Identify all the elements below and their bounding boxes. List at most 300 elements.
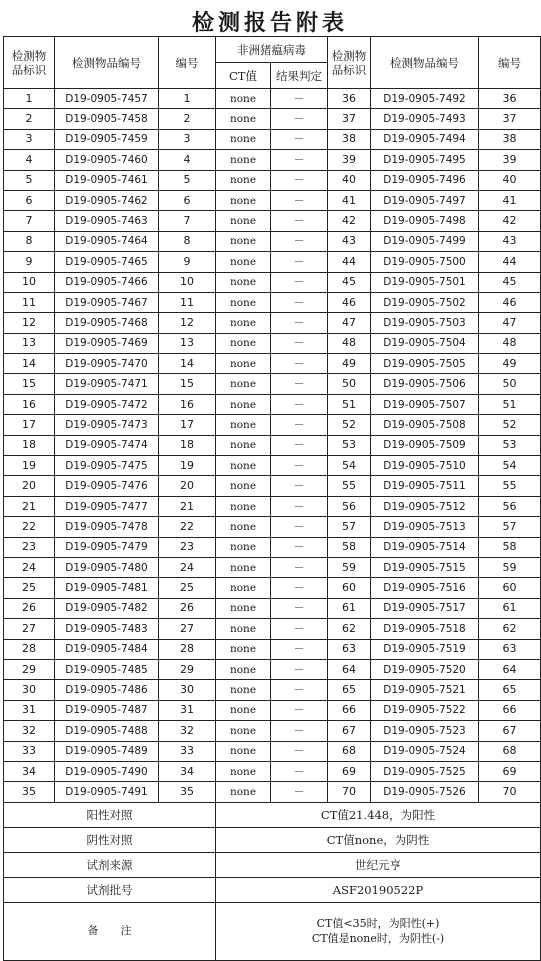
reagent-source-row (4, 852, 541, 877)
result-cell: － (271, 109, 328, 129)
number-cell: 23 (159, 537, 216, 557)
ct-value-cell: none (216, 313, 271, 333)
ct-value-cell: none (216, 639, 271, 659)
right-sample-id-cell: 65 (328, 680, 371, 700)
right-sample-id-cell: 51 (328, 394, 371, 414)
table-row (4, 659, 541, 679)
ct-value-cell: none (216, 700, 271, 720)
sample-code-cell: D19-0905-7476 (55, 476, 159, 496)
right-sample-id-cell: 36 (328, 89, 371, 109)
right-number-cell: 64 (479, 659, 541, 679)
reagent-batch-label: 试剂批号 (4, 877, 216, 902)
right-sample-code-cell: D19-0905-7492 (371, 89, 479, 109)
right-number-cell: 38 (479, 129, 541, 149)
sample-code-cell: D19-0905-7482 (55, 598, 159, 618)
right-sample-code-cell: D19-0905-7520 (371, 659, 479, 679)
sample-id-cell: 16 (4, 394, 55, 414)
right-number-cell: 53 (479, 435, 541, 455)
table-row (4, 292, 541, 312)
table-row (4, 435, 541, 455)
sample-code-cell: D19-0905-7480 (55, 557, 159, 577)
remarks-label: 备 注 (4, 902, 216, 960)
remarks-line-2: CT值是none时，为阴性(-) (311, 932, 445, 946)
result-cell: － (271, 782, 328, 802)
number-cell: 3 (159, 129, 216, 149)
number-cell: 15 (159, 374, 216, 394)
right-sample-code-cell: D19-0905-7523 (371, 721, 479, 741)
sample-id-cell: 4 (4, 150, 55, 170)
result-cell: － (271, 619, 328, 639)
number-cell: 17 (159, 415, 216, 435)
number-cell: 28 (159, 639, 216, 659)
right-sample-code-cell: D19-0905-7508 (371, 415, 479, 435)
sample-code-cell: D19-0905-7485 (55, 659, 159, 679)
negative-control-label: 阴性对照 (4, 827, 216, 852)
sample-id-cell: 35 (4, 782, 55, 802)
result-cell: － (271, 517, 328, 537)
ct-value-cell: none (216, 517, 271, 537)
ct-value-cell: none (216, 252, 271, 272)
right-number-cell: 70 (479, 782, 541, 802)
table-row (4, 700, 541, 720)
result-cell: － (271, 374, 328, 394)
table-row (4, 231, 541, 251)
ct-value-cell: none (216, 456, 271, 476)
right-sample-id-cell: 50 (328, 374, 371, 394)
sample-code-cell: D19-0905-7468 (55, 313, 159, 333)
right-number-cell: 69 (479, 761, 541, 781)
right-number-cell: 46 (479, 292, 541, 312)
number-cell: 21 (159, 496, 216, 516)
right-sample-id-cell: 53 (328, 435, 371, 455)
right-sample-id-cell: 42 (328, 211, 371, 231)
number-cell: 24 (159, 557, 216, 577)
right-number-cell: 52 (479, 415, 541, 435)
ct-value-cell: none (216, 435, 271, 455)
right-sample-code-cell: D19-0905-7516 (371, 578, 479, 598)
result-cell: － (271, 659, 328, 679)
ct-value-cell: none (216, 211, 271, 231)
result-cell: － (271, 415, 328, 435)
table-row (4, 639, 541, 659)
table-row (4, 190, 541, 210)
number-cell: 26 (159, 598, 216, 618)
number-cell: 32 (159, 721, 216, 741)
ct-value-cell: none (216, 680, 271, 700)
sample-id-cell: 12 (4, 313, 55, 333)
ct-value-cell: none (216, 598, 271, 618)
right-number-cell: 43 (479, 231, 541, 251)
number-cell: 20 (159, 476, 216, 496)
number-cell: 29 (159, 659, 216, 679)
ct-value-cell: none (216, 496, 271, 516)
ct-value-cell: none (216, 109, 271, 129)
right-number-cell: 40 (479, 170, 541, 190)
sample-id-cell: 28 (4, 639, 55, 659)
sample-id-cell: 34 (4, 761, 55, 781)
right-sample-code-cell: D19-0905-7510 (371, 456, 479, 476)
right-sample-code-cell: D19-0905-7500 (371, 252, 479, 272)
sample-code-cell: D19-0905-7481 (55, 578, 159, 598)
right-sample-code-cell: D19-0905-7526 (371, 782, 479, 802)
ct-value-cell: none (216, 333, 271, 353)
result-cell: － (271, 598, 328, 618)
header-right-number: 编号 (479, 37, 541, 89)
table-row (4, 680, 541, 700)
number-cell: 22 (159, 517, 216, 537)
result-cell: － (271, 190, 328, 210)
header-sample-code: 检测物品编号 (55, 37, 159, 89)
table-row (4, 354, 541, 374)
table-row (4, 89, 541, 109)
ct-value-cell: none (216, 394, 271, 414)
page-title: 检测报告附表 (191, 10, 348, 36)
right-sample-id-cell: 55 (328, 476, 371, 496)
right-sample-code-cell: D19-0905-7498 (371, 211, 479, 231)
table-row (4, 150, 541, 170)
sample-code-cell: D19-0905-7457 (55, 89, 159, 109)
number-cell: 11 (159, 292, 216, 312)
sample-id-cell: 2 (4, 109, 55, 129)
header-right-sample-code: 检测物品编号 (371, 37, 479, 89)
ct-value-cell: none (216, 150, 271, 170)
sample-code-cell: D19-0905-7479 (55, 537, 159, 557)
right-sample-id-cell: 39 (328, 150, 371, 170)
sample-id-cell: 19 (4, 456, 55, 476)
right-sample-code-cell: D19-0905-7506 (371, 374, 479, 394)
sample-code-cell: D19-0905-7463 (55, 211, 159, 231)
right-sample-code-cell: D19-0905-7494 (371, 129, 479, 149)
right-sample-code-cell: D19-0905-7525 (371, 761, 479, 781)
header-asf: 非洲猪瘟病毒 (216, 37, 328, 63)
right-sample-id-cell: 48 (328, 333, 371, 353)
right-sample-code-cell: D19-0905-7515 (371, 557, 479, 577)
table-row (4, 537, 541, 557)
result-cell: － (271, 272, 328, 292)
sample-id-cell: 8 (4, 231, 55, 251)
sample-id-cell: 29 (4, 659, 55, 679)
table-row (4, 129, 541, 149)
number-cell: 18 (159, 435, 216, 455)
right-number-cell: 42 (479, 211, 541, 231)
right-sample-code-cell: D19-0905-7517 (371, 598, 479, 618)
number-cell: 6 (159, 190, 216, 210)
sample-code-cell: D19-0905-7484 (55, 639, 159, 659)
right-sample-id-cell: 49 (328, 354, 371, 374)
number-cell: 19 (159, 456, 216, 476)
right-sample-id-cell: 59 (328, 557, 371, 577)
sample-code-cell: D19-0905-7491 (55, 782, 159, 802)
right-number-cell: 62 (479, 619, 541, 639)
ct-value-cell: none (216, 782, 271, 802)
table-row (4, 333, 541, 353)
result-cell: － (271, 435, 328, 455)
ct-value-cell: none (216, 374, 271, 394)
right-number-cell: 66 (479, 700, 541, 720)
right-sample-id-cell: 61 (328, 598, 371, 618)
right-number-cell: 37 (479, 109, 541, 129)
ct-value-cell: none (216, 354, 271, 374)
right-sample-id-cell: 37 (328, 109, 371, 129)
result-cell: － (271, 313, 328, 333)
sample-id-cell: 27 (4, 619, 55, 639)
reagent-source-value: 世纪元亨 (216, 852, 541, 877)
right-sample-id-cell: 44 (328, 252, 371, 272)
right-sample-id-cell: 46 (328, 292, 371, 312)
result-cell: － (271, 476, 328, 496)
right-sample-id-cell: 43 (328, 231, 371, 251)
table-row (4, 476, 541, 496)
table-row (4, 721, 541, 741)
number-cell: 16 (159, 394, 216, 414)
right-sample-id-cell: 64 (328, 659, 371, 679)
right-sample-code-cell: D19-0905-7493 (371, 109, 479, 129)
right-sample-code-cell: D19-0905-7502 (371, 292, 479, 312)
sample-id-cell: 20 (4, 476, 55, 496)
sample-code-cell: D19-0905-7473 (55, 415, 159, 435)
table-row (4, 517, 541, 537)
right-sample-code-cell: D19-0905-7519 (371, 639, 479, 659)
sample-code-cell: D19-0905-7459 (55, 129, 159, 149)
right-sample-code-cell: D19-0905-7524 (371, 741, 479, 761)
number-cell: 10 (159, 272, 216, 292)
result-cell: － (271, 741, 328, 761)
sample-id-cell: 24 (4, 557, 55, 577)
ct-value-cell: none (216, 190, 271, 210)
result-cell: － (271, 456, 328, 476)
right-number-cell: 41 (479, 190, 541, 210)
right-sample-code-cell: D19-0905-7505 (371, 354, 479, 374)
ct-value-cell: none (216, 537, 271, 557)
sample-id-cell: 26 (4, 598, 55, 618)
number-cell: 14 (159, 354, 216, 374)
number-cell: 25 (159, 578, 216, 598)
sample-id-cell: 10 (4, 272, 55, 292)
number-cell: 13 (159, 333, 216, 353)
right-number-cell: 57 (479, 517, 541, 537)
negative-control-row (4, 827, 541, 852)
right-sample-id-cell: 40 (328, 170, 371, 190)
sample-id-cell: 30 (4, 680, 55, 700)
right-sample-id-cell: 52 (328, 415, 371, 435)
sample-id-cell: 32 (4, 721, 55, 741)
number-cell: 4 (159, 150, 216, 170)
ct-value-cell: none (216, 578, 271, 598)
ct-value-cell: none (216, 721, 271, 741)
result-cell: － (271, 496, 328, 516)
right-sample-id-cell: 56 (328, 496, 371, 516)
sample-code-cell: D19-0905-7475 (55, 456, 159, 476)
remarks-row (4, 902, 541, 960)
result-cell: － (271, 680, 328, 700)
ct-value-cell: none (216, 741, 271, 761)
result-cell: － (271, 170, 328, 190)
right-sample-code-cell: D19-0905-7511 (371, 476, 479, 496)
sample-code-cell: D19-0905-7487 (55, 700, 159, 720)
sample-id-cell: 3 (4, 129, 55, 149)
right-sample-id-cell: 54 (328, 456, 371, 476)
table-row (4, 598, 541, 618)
right-sample-id-cell: 58 (328, 537, 371, 557)
sample-code-cell: D19-0905-7465 (55, 252, 159, 272)
header-ct: CT值 (216, 63, 271, 89)
right-sample-id-cell: 67 (328, 721, 371, 741)
sample-id-cell: 9 (4, 252, 55, 272)
result-cell: － (271, 89, 328, 109)
table-row (4, 741, 541, 761)
number-cell: 9 (159, 252, 216, 272)
sample-code-cell: D19-0905-7472 (55, 394, 159, 414)
right-number-cell: 60 (479, 578, 541, 598)
result-cell: － (271, 639, 328, 659)
sample-id-cell: 1 (4, 89, 55, 109)
remarks-line-1: CT值<35时，为阳性(+) (316, 917, 440, 931)
result-cell: － (271, 557, 328, 577)
sample-code-cell: D19-0905-7489 (55, 741, 159, 761)
result-cell: － (271, 537, 328, 557)
number-cell: 31 (159, 700, 216, 720)
right-sample-code-cell: D19-0905-7503 (371, 313, 479, 333)
right-sample-code-cell: D19-0905-7521 (371, 680, 479, 700)
right-number-cell: 51 (479, 394, 541, 414)
number-cell: 27 (159, 619, 216, 639)
sample-id-cell: 7 (4, 211, 55, 231)
sample-id-cell: 22 (4, 517, 55, 537)
sample-code-cell: D19-0905-7466 (55, 272, 159, 292)
number-cell: 30 (159, 680, 216, 700)
right-sample-id-cell: 62 (328, 619, 371, 639)
table-row (4, 782, 541, 802)
right-number-cell: 49 (479, 354, 541, 374)
result-cell: － (271, 150, 328, 170)
sample-id-cell: 25 (4, 578, 55, 598)
number-cell: 8 (159, 231, 216, 251)
sample-code-cell: D19-0905-7464 (55, 231, 159, 251)
remarks-value (216, 902, 541, 960)
right-number-cell: 54 (479, 456, 541, 476)
sample-code-cell: D19-0905-7488 (55, 721, 159, 741)
right-sample-code-cell: D19-0905-7507 (371, 394, 479, 414)
sample-id-cell: 15 (4, 374, 55, 394)
ct-value-cell: none (216, 89, 271, 109)
table-row (4, 761, 541, 781)
number-cell: 5 (159, 170, 216, 190)
table-row (4, 496, 541, 516)
right-sample-code-cell: D19-0905-7496 (371, 170, 479, 190)
sample-code-cell: D19-0905-7477 (55, 496, 159, 516)
right-number-cell: 63 (479, 639, 541, 659)
positive-control-label: 阳性对照 (4, 802, 216, 827)
number-cell: 1 (159, 89, 216, 109)
sample-code-cell: D19-0905-7461 (55, 170, 159, 190)
table-row (4, 211, 541, 231)
ct-value-cell: none (216, 619, 271, 639)
table-row (4, 272, 541, 292)
right-sample-code-cell: D19-0905-7499 (371, 231, 479, 251)
ct-value-cell: none (216, 129, 271, 149)
right-sample-id-cell: 57 (328, 517, 371, 537)
reagent-batch-row (4, 877, 541, 902)
table-row (4, 456, 541, 476)
sample-id-cell: 23 (4, 537, 55, 557)
sample-code-cell: D19-0905-7460 (55, 150, 159, 170)
right-number-cell: 44 (479, 252, 541, 272)
right-sample-id-cell: 70 (328, 782, 371, 802)
right-number-cell: 50 (479, 374, 541, 394)
right-sample-id-cell: 69 (328, 761, 371, 781)
result-cell: － (271, 578, 328, 598)
table-row (4, 619, 541, 639)
right-sample-code-cell: D19-0905-7518 (371, 619, 479, 639)
sample-code-cell: D19-0905-7490 (55, 761, 159, 781)
right-sample-code-cell: D19-0905-7501 (371, 272, 479, 292)
sample-id-cell: 18 (4, 435, 55, 455)
sample-id-cell: 17 (4, 415, 55, 435)
table-row (4, 313, 541, 333)
right-sample-code-cell: D19-0905-7495 (371, 150, 479, 170)
sample-id-cell: 33 (4, 741, 55, 761)
reagent-source-label: 试剂来源 (4, 852, 216, 877)
ct-value-cell: none (216, 231, 271, 251)
result-cell: － (271, 231, 328, 251)
result-cell: － (271, 333, 328, 353)
sample-code-cell: D19-0905-7469 (55, 333, 159, 353)
table-row (4, 394, 541, 414)
report-table (3, 36, 541, 961)
sample-id-cell: 14 (4, 354, 55, 374)
sample-id-cell: 31 (4, 700, 55, 720)
right-number-cell: 47 (479, 313, 541, 333)
result-cell: － (271, 129, 328, 149)
ct-value-cell: none (216, 761, 271, 781)
right-sample-id-cell: 60 (328, 578, 371, 598)
result-cell: － (271, 252, 328, 272)
ct-value-cell: none (216, 557, 271, 577)
ct-value-cell: none (216, 170, 271, 190)
table-row (4, 415, 541, 435)
sample-code-cell: D19-0905-7471 (55, 374, 159, 394)
right-sample-id-cell: 41 (328, 190, 371, 210)
right-number-cell: 48 (479, 333, 541, 353)
right-sample-code-cell: D19-0905-7509 (371, 435, 479, 455)
right-sample-id-cell: 38 (328, 129, 371, 149)
right-number-cell: 36 (479, 89, 541, 109)
positive-control-value: CT值21.448，为阳性 (216, 802, 541, 827)
table-row (4, 109, 541, 129)
sample-code-cell: D19-0905-7462 (55, 190, 159, 210)
right-number-cell: 65 (479, 680, 541, 700)
sample-id-cell: 21 (4, 496, 55, 516)
table-row (4, 578, 541, 598)
number-cell: 33 (159, 741, 216, 761)
reagent-batch-value: ASF20190522P (216, 877, 541, 902)
header-result: 结果判定 (271, 63, 328, 89)
right-number-cell: 58 (479, 537, 541, 557)
right-number-cell: 45 (479, 272, 541, 292)
table-row (4, 252, 541, 272)
ct-value-cell: none (216, 292, 271, 312)
number-cell: 34 (159, 761, 216, 781)
header-right-sample-id: 检测物 品标识 (328, 37, 371, 89)
header-number: 编号 (159, 37, 216, 89)
sample-code-cell: D19-0905-7478 (55, 517, 159, 537)
ct-value-cell: none (216, 476, 271, 496)
right-number-cell: 59 (479, 557, 541, 577)
sample-id-cell: 11 (4, 292, 55, 312)
positive-control-row (4, 802, 541, 827)
result-cell: － (271, 761, 328, 781)
right-number-cell: 55 (479, 476, 541, 496)
